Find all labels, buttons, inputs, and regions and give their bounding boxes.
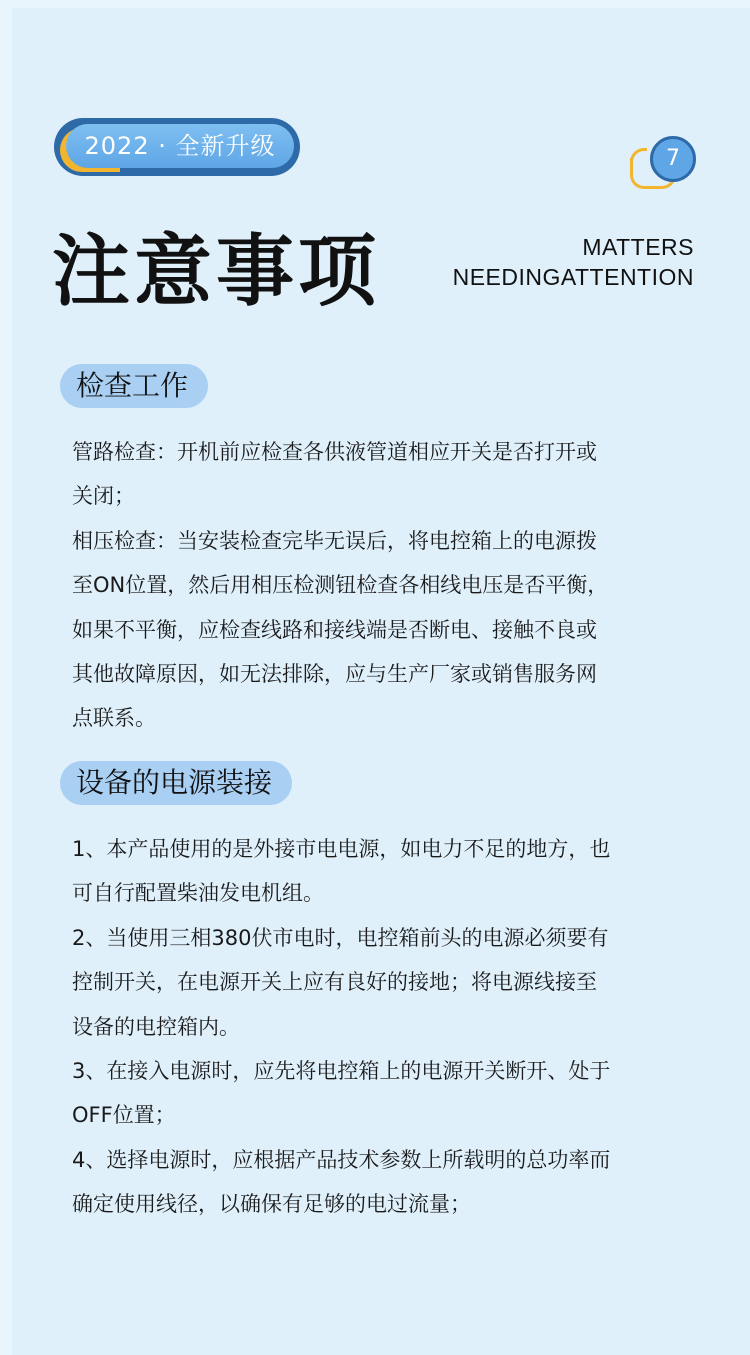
english-title-line1: MATTERS bbox=[582, 234, 694, 260]
section-body-inspection bbox=[72, 430, 692, 741]
section-heading-power: 设备的电源装接 bbox=[60, 761, 292, 805]
paragraph: 2、当使用三相380伏市电时，电控箱前头的电源必须要有 控制开关，在电源开关上应有良好的接地；将电源线接至 设备的电控箱内。 bbox=[72, 925, 609, 1039]
paragraph: 相压检查：当安装检查完毕无误后，将电控箱上的电源拨 至ON位置，然后用相压检测钮检查各相线电压是否平衡， 如果不平衡，应检查线路和接线端是否断电、接触不良或 其他故障原因，如无法排除，应与生产厂家或销售服务网 点联系。 bbox=[72, 528, 609, 731]
page-title: 注意事项 bbox=[52, 227, 381, 317]
section-heading-inspection: 检查工作 bbox=[60, 364, 208, 408]
year-badge bbox=[54, 118, 300, 176]
paragraph: 4、选择电源时，应根据产品技术参数上所载明的总功率而 确定使用线径，以确保有足够的电过流量； bbox=[72, 1147, 611, 1217]
paragraph: 管路检查：开机前应检查各供液管道相应开关是否打开或 关闭； bbox=[72, 440, 597, 509]
paragraph: 1、本产品使用的是外接市电电源，如电力不足的地方，也 可自行配置柴油发电机组。 bbox=[72, 837, 611, 906]
page-number-decoration bbox=[626, 136, 698, 194]
badge-label: 2022 · 全新升级 bbox=[66, 124, 294, 168]
section-body-power bbox=[72, 827, 692, 1227]
page-number: 7 bbox=[650, 136, 696, 182]
english-title bbox=[453, 232, 694, 292]
paragraph: 3、在接入电源时，应先将电控箱上的电源开关断开、处于 OFF位置； bbox=[72, 1059, 611, 1128]
english-title-line2: NEEDINGATTENTION bbox=[452, 264, 694, 290]
